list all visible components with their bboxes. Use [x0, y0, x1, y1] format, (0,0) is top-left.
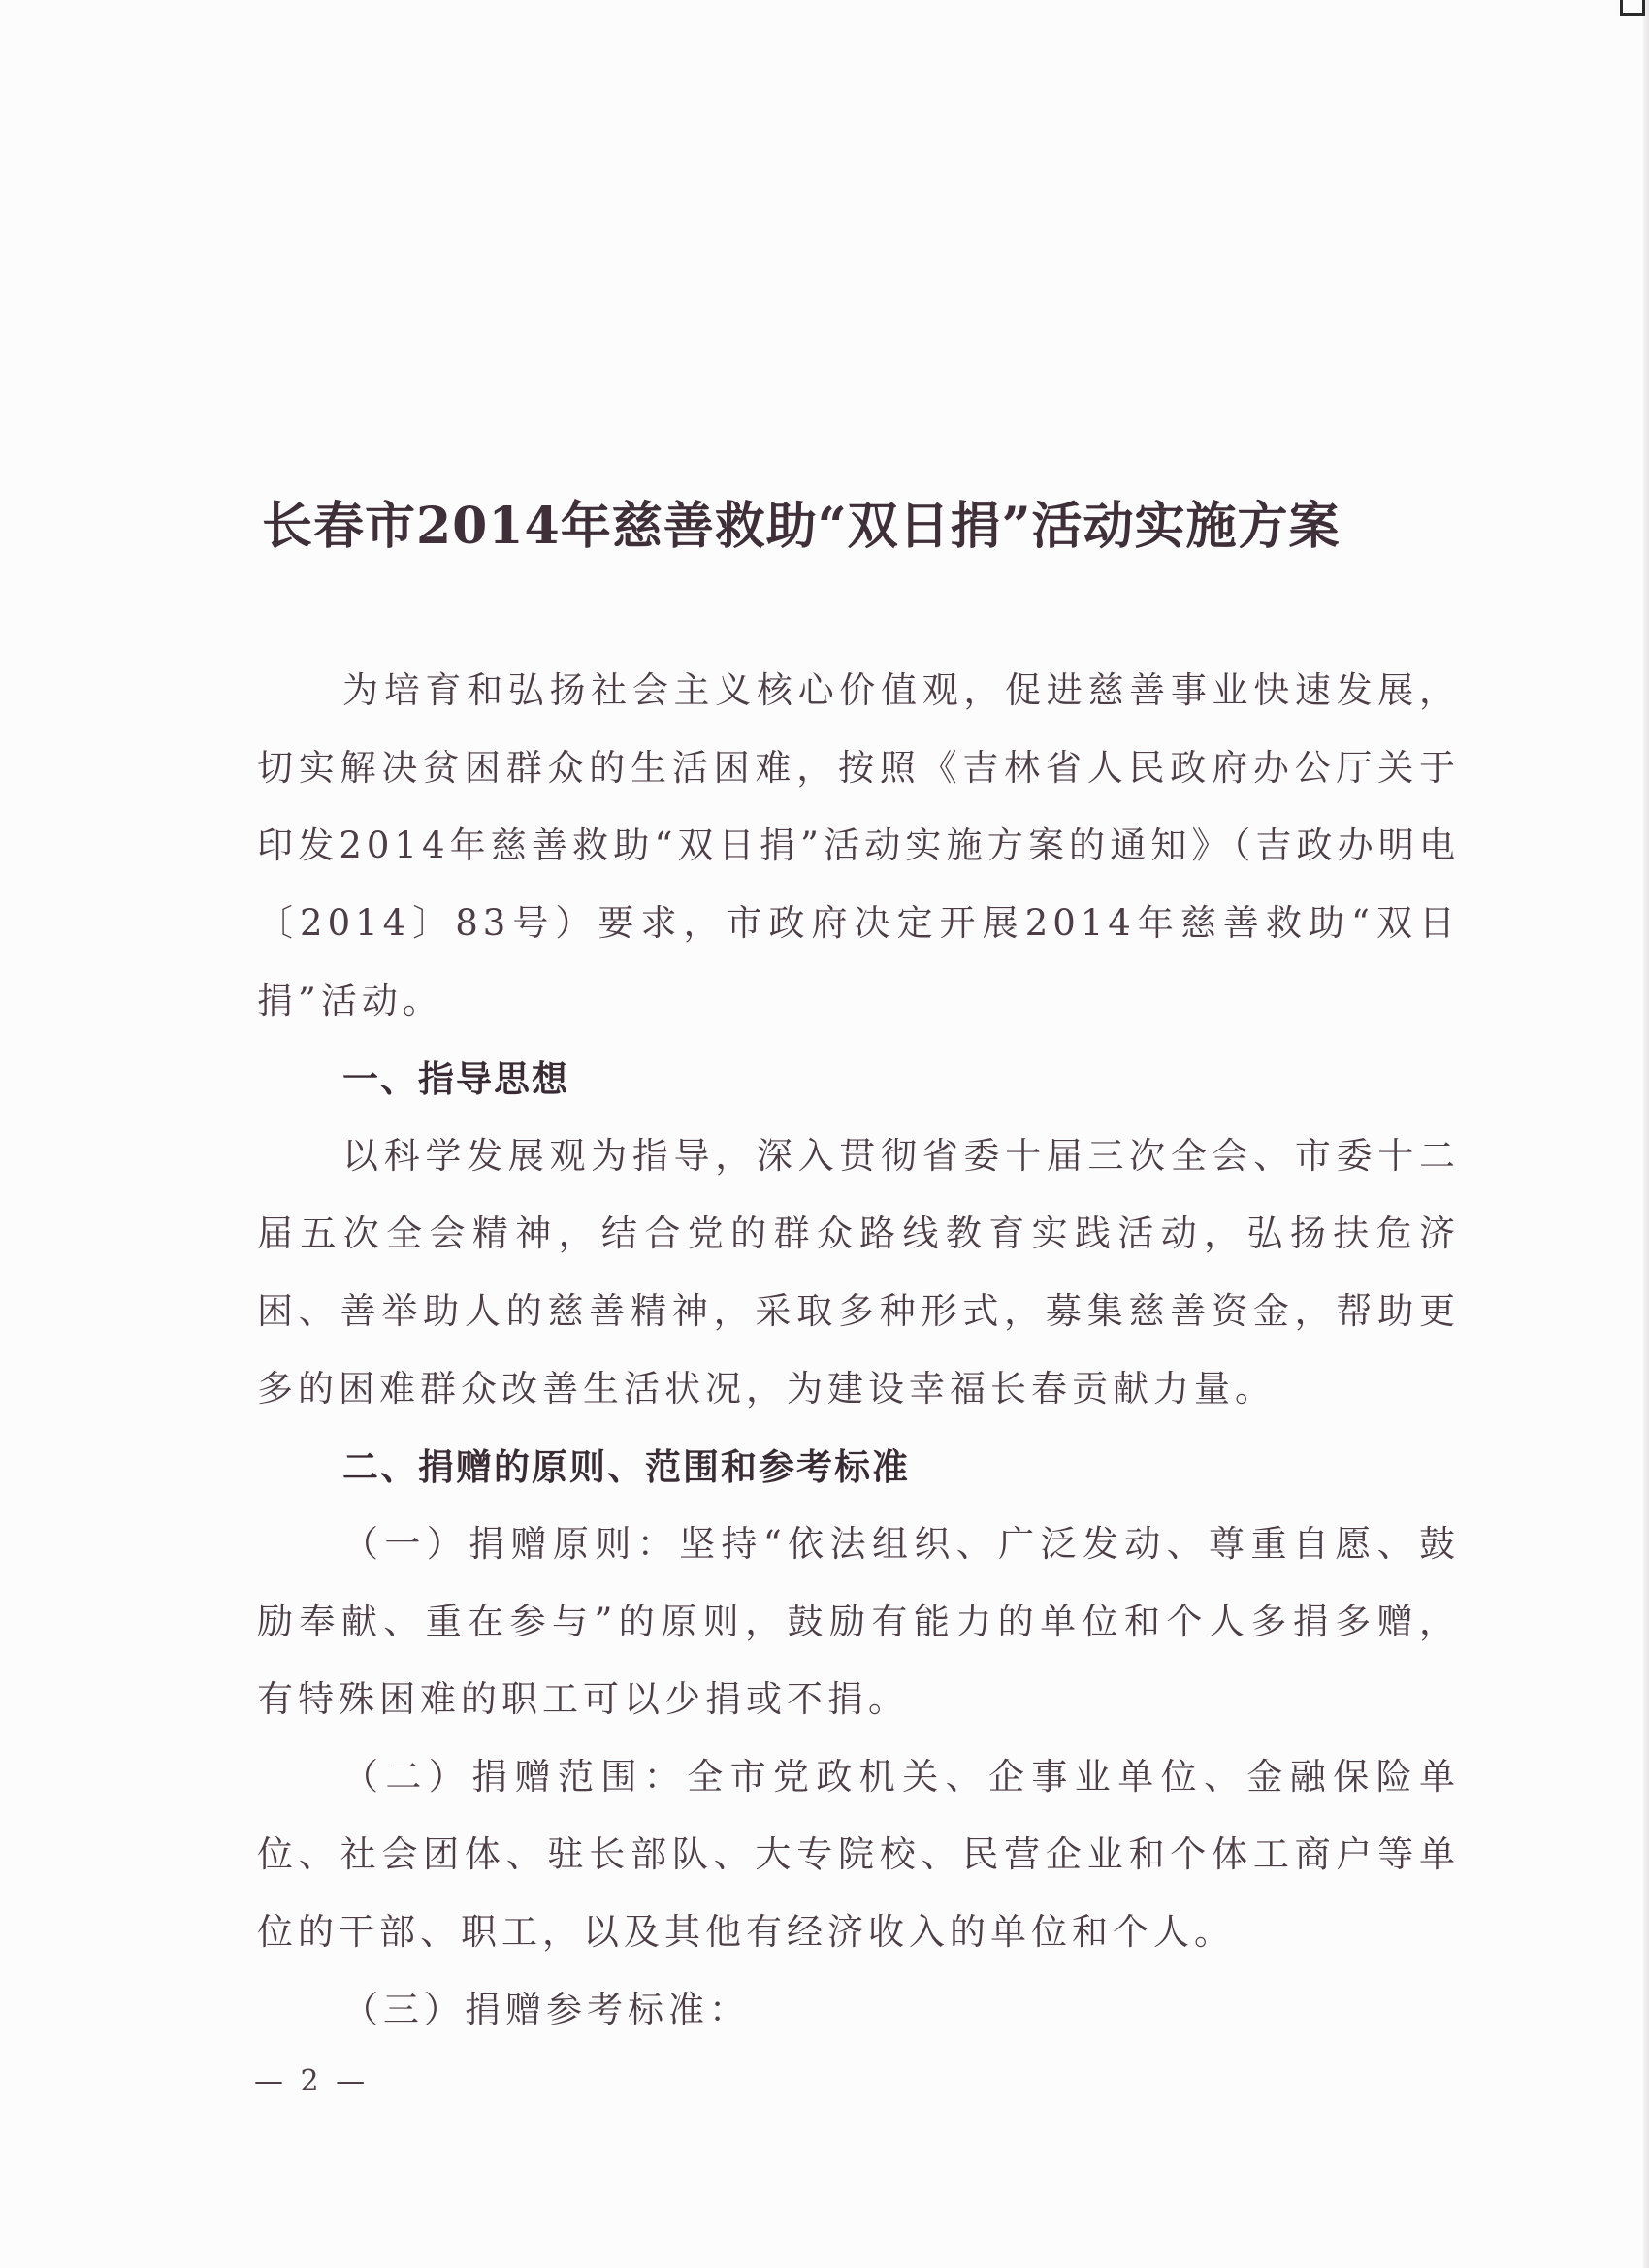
section-1-heading: 一、指导思想	[342, 1057, 569, 1100]
section-2-heading: 二、捐赠的原则、范围和参考标准	[342, 1445, 910, 1488]
intro-paragraph: 为培育和弘扬社会主义核心价值观，促进慈善事业快速发展，切实解决贫困群众的生活困难，按照《吉林省人民政府办公厅关于印发2014年慈善救助“双日捐”活动实施方案的通知》（吉政办明电〔2014〕83号）要求，市政府决定开展2014年慈善救助“双日捐”活动。	[257, 669, 1460, 1021]
section-2-item-1: （一）捐赠原则：坚持“依法组织、广泛发动、尊重自愿、鼓励奉献、重在参与”的原则，鼓励有能力的单位和个人多捐多赠，有特殊困难的职工可以少捐或不捐。	[257, 1523, 1460, 1720]
page-number: — 2 —	[254, 2064, 370, 2098]
document-body	[257, 652, 1460, 2049]
section-2-item-3: （三）捐赠参考标准：	[342, 1989, 750, 2030]
section-2-item-2: （二）捐赠范围：全市党政机关、企事业单位、金融保险单位、社会团体、驻长部队、大专院校、民营企业和个体工商户等单位的干部、职工，以及其他有经济收入的单位和个人。	[257, 1756, 1460, 1953]
section-1-paragraph: 以科学发展观为指导，深入贯彻省委十届三次全会、市委十二届五次全会精神，结合党的群众路线教育实践活动，弘扬扶危济困、善举助人的慈善精神，采取多种形式，募集慈善资金，帮助更多的困难群众改善生活状况，为建设幸福长春贡献力量。	[257, 1135, 1460, 1409]
scan-edge	[1643, 0, 1649, 2268]
document-title: 长春市2014年慈善救助“双日捐”活动实施方案	[262, 497, 1341, 556]
corner-mark	[1620, 0, 1645, 16]
